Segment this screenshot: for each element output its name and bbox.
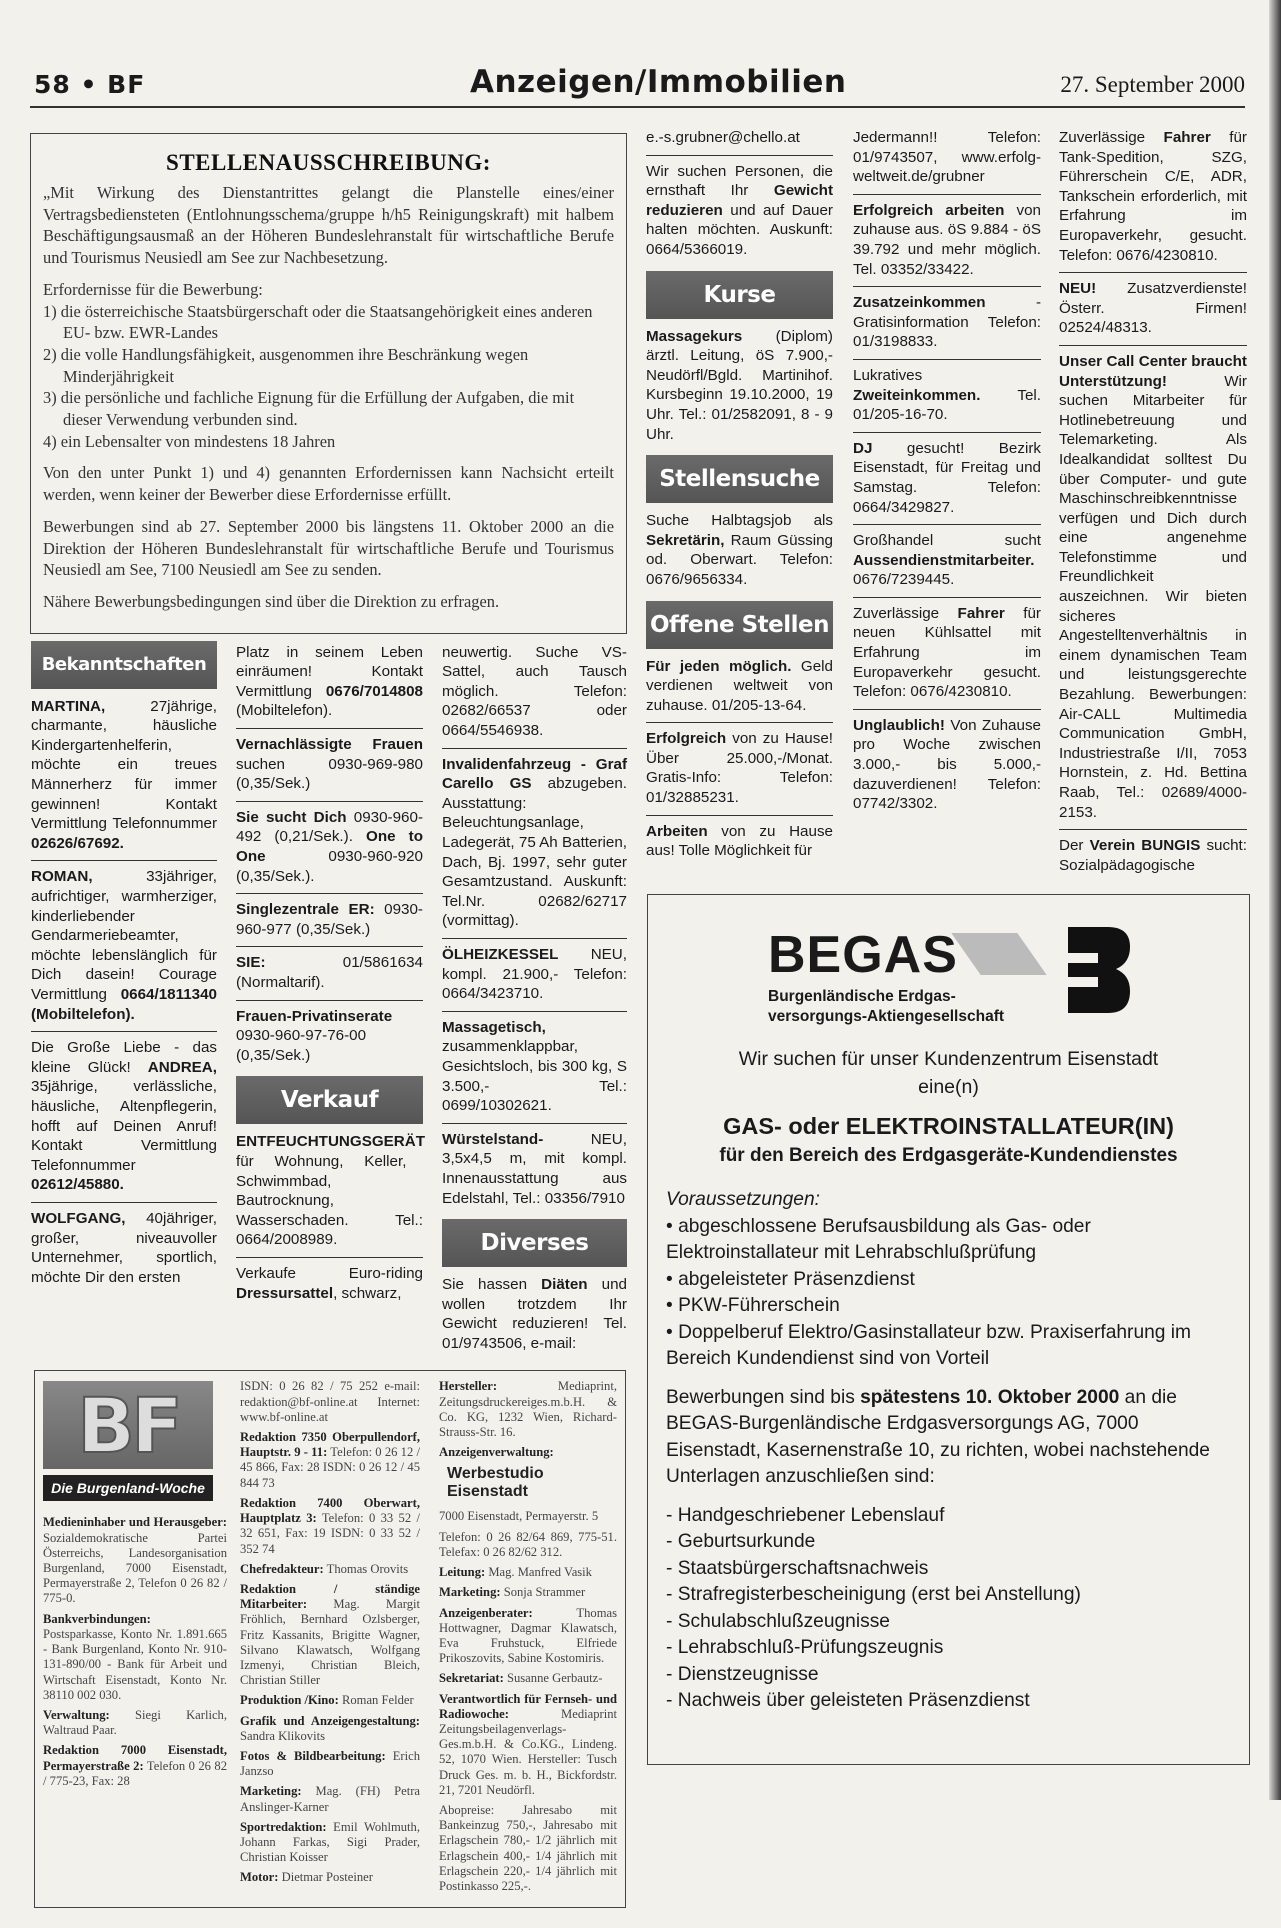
imprint-text: Sozialdemokratische Partei Österreichs, Landesorganisation Burgenland, 7000 Eisenstadt, Permayerstraße 2, Telefon 0 26 82 / 775-0. (43, 1530, 227, 1606)
classified-ad (1059, 122, 1247, 273)
ad-text-bold: Für jeden möglich. (646, 657, 792, 675)
ad-text-bold: Frauen-Privatinserate (236, 1007, 393, 1025)
imprint-box (34, 1370, 626, 1908)
classified-ad (646, 321, 833, 452)
begas-intro-line: Wir suchen für unser Kundenzentrum Eisenstadt (738, 1048, 1159, 1071)
ad-text: von zu Hause! Über 25.000,-/Monat. Gratis-Info: Telefon: 01/32885231. (646, 730, 833, 807)
ad-text: für Tank-Spedition, SZG, Führerschein C/E, ADR, Tankschein erforderlich, mit Erfahrung im Europaverkehr, gesucht. Telefon: 0676/4230810. (1059, 129, 1247, 264)
classified-ad (1059, 346, 1247, 830)
classified-row (30, 637, 627, 1361)
imprint-text: Sandra Klikovits (240, 1728, 326, 1743)
bf-logo-subtitle: Die Burgenland-Woche (43, 1475, 213, 1501)
imprint-label: Produktion /Kino: (240, 1693, 339, 1708)
classified-ad (236, 729, 423, 802)
ad-text: Verkaufe Euro-riding (236, 1264, 423, 1282)
imprint-text: Mediaprint Zeitungsbeilagenverlags-Ges.m.b.H. & Co.KG., Lindeng. 52, 1070 Wien. Hersteller: Tusch Druck Ges. m. b. H., Bickfordstr. 21, 7201 Neudörfl. (439, 1706, 617, 1797)
imprint-label: Redaktion 7350 Oberpullendorf, Hauptstr. 9 - 11: (240, 1430, 420, 1460)
imprint-text: Thomas Orovits (323, 1561, 409, 1576)
imprint-text: ISDN: 0 26 82 / 75 252 e-mail: redaktion@bf-online.at Internet: www.bf-online.at (240, 1379, 420, 1424)
begas-subtitle (768, 987, 1004, 1027)
ad-text: NEU, kompl. 21.900,- Telefon: 0664/3423710. (442, 945, 627, 1003)
imprint-entry (240, 1714, 420, 1744)
classified-ad (442, 1124, 627, 1215)
classified-ad (31, 1032, 217, 1203)
ad-text-bold: Fahrer (957, 604, 1005, 622)
ad-text-bold: Arbeiten (646, 822, 708, 840)
classified-column (646, 122, 833, 868)
ad-text-bold: Singlezentrale ER: (236, 901, 375, 919)
page-number: 58 • BF (34, 70, 146, 99)
ad-text: Großhandel sucht (853, 532, 1041, 550)
ad-text: für neuen Kühlsattel mit Erfahrung im Europaverkehr gesucht. Telefon: 0676/4230810. (853, 604, 1041, 701)
job-posting-box (30, 133, 627, 634)
classified-ad (442, 939, 627, 1012)
ad-text: 0676/7239445. (853, 571, 955, 589)
begas-requirements (666, 1214, 1231, 1373)
header-divider (30, 106, 1245, 108)
classified-ad (853, 360, 1041, 433)
imprint-entry (439, 1445, 617, 1460)
imprint-text: Abopreise: Jahresabo mit Bankeinzug 750,-, Jahresabo mit Erlagschein 780,- 1/2 jährlich mit Erlagschein 400,- 1/4 jährlich mit Erlagschein 220,- 1/4 jährlich mit Postinkasso 225,-. (439, 1802, 617, 1893)
classified-ad (853, 287, 1041, 360)
imprint-label: Redaktion 7400 Oberwart, Hauptplatz 3: (240, 1495, 420, 1526)
imprint-entry (439, 1530, 617, 1560)
requirement: 1) die österreichische Staatsbürgerschaft oder die Staatsangehörigkeit eines anderen EU- bzw. EWR-Landes (43, 301, 593, 343)
requirement: 2) die volle Handlungsfähigkeit, ausgenommen ihre Beschränkung wegen Minderjährigkeit (43, 344, 529, 386)
ad-text-bold: Verein BUNGIS (1089, 837, 1201, 855)
ad-text: 0930-960-492 (0,21/Sek.). (236, 808, 423, 846)
ad-text-bold: 02612/45880. (31, 1176, 124, 1194)
begas-document: - Nachweis über geleisteten Präsenzdienst (666, 1690, 1030, 1712)
classified-column (1059, 122, 1247, 882)
begas-logo-stripe (951, 933, 1046, 975)
begas-b-mark-icon (1068, 927, 1130, 1013)
left-area (30, 133, 627, 1928)
classified-ad (236, 1126, 423, 1258)
begas-position-subtitle: für den Bereich des Erdgasgeräte-Kundendienstes (719, 1145, 1178, 1167)
imprint-label: Anzeigenverwaltung: (439, 1445, 554, 1460)
classified-ad (853, 122, 1041, 195)
ad-text-bold: Massagetisch, (442, 1018, 546, 1036)
imprint-entry (240, 1693, 420, 1708)
imprint-label: Sportredaktion: (240, 1819, 327, 1834)
begas-header (648, 895, 1249, 1045)
imprint-entry (43, 1743, 227, 1789)
imprint-entry (439, 1803, 617, 1894)
classified-ad (646, 816, 833, 868)
classified-column (236, 637, 423, 1310)
classified-ad (646, 723, 833, 815)
classified-ad (236, 947, 423, 1000)
ad-text: 0930-960-977 (0,35/Sek.) (236, 901, 423, 938)
section-heading: Stellensuche (646, 455, 833, 503)
ad-text: Geld verdienen weltweit von zuhause. 01/205-13-64. (646, 657, 833, 714)
begas-document: - Schulabschlußzeugnisse (666, 1610, 890, 1632)
requirements-title: Erfordernisse für die Bewerbung: (43, 279, 263, 299)
imprint-label: Hersteller: (439, 1379, 498, 1394)
ad-text: e.-s.grubner@chello.at (646, 129, 800, 146)
classified-ad (853, 710, 1041, 821)
section-heading: Bekanntschaften (31, 641, 217, 689)
ad-text: Suche Halbtagsjob als (646, 512, 833, 530)
imprint-label: Verwaltung: (43, 1707, 110, 1722)
ad-text: Zuverlässige (853, 604, 958, 622)
begas-document: - Strafregisterbescheinigung (erst bei Anstellung) (666, 1584, 1081, 1606)
imprint-text: Telefon 0 26 82 / 775-23, Fax: 28 (43, 1758, 227, 1788)
job-application: Bewerbungen sind ab 27. September 2000 bis längstens 11. Oktober 2000 an die Direktion der Höheren Bundeslehranstalt für wirtschaftliche Berufe und Tourismus Neusiedl am See, 7100 Neusiedl am See zu senden. (43, 516, 614, 580)
begas-position-title: GAS- oder ELEKTROINSTALLATEUR(IN) (723, 1113, 1174, 1140)
section-heading: Kurse (646, 271, 833, 319)
ad-text-bold: MARTINA, (31, 697, 106, 715)
begas-job-ad (647, 894, 1250, 1765)
imprint-text: Postsparkasse, Konto Nr. 1.891.665 - Bank Burgenland, Konto Nr. 910-131-890/00 - Bank für Arbeit und Wirtschaft Eisenstadt, Konto Nr. 38110 002 030. (43, 1626, 227, 1702)
ad-text-bold: Diäten (541, 1276, 588, 1294)
imprint-text: Dietmar Posteiner (278, 1870, 373, 1885)
imprint-label: Bankverbindungen: (43, 1611, 151, 1626)
ad-text: 33jähriger, aufrichtiger, warmherziger, kinderliebender Gendarmeriebeamter, möchte lebenslänglich für Dich dasein! Courage Vermittlung (31, 868, 217, 1003)
ad-text: und auf Dauer halten möchten. Auskunft: 0664/5366019. (646, 201, 833, 258)
begas-document: - Handgeschriebener Lebenslauf (666, 1504, 945, 1526)
imprint-entry (439, 1692, 617, 1798)
classified-ad (1059, 830, 1247, 882)
imprint-entry (43, 1515, 227, 1606)
imprint-entry (240, 1749, 420, 1779)
ad-text: von zu Hause aus! Tolle Möglichkeit für (646, 822, 833, 860)
ad-text: 27jährige, charmante, häusliche Kindergartenhelferin, möchte ein treues Männerherz für immer gewinnen! Kontakt Vermittlung Telefonnummer (31, 697, 217, 833)
classified-ad (442, 637, 627, 749)
imprint-column (240, 1379, 420, 1890)
begas-document: - Staatsbürgerschaftsnachweis (666, 1557, 929, 1579)
imprint-entry (439, 1379, 617, 1440)
ad-text-bold: Gewicht reduzieren (646, 182, 833, 219)
section-heading: Offene Stellen (646, 601, 833, 649)
classified-ad (853, 598, 1041, 710)
begas-document: - Geburtsurkunde (666, 1531, 816, 1553)
imprint-text: Mag. (FH) Petra Anslinger-Karner (240, 1784, 420, 1814)
ad-text: Raum Güssing od. Oberwart. Telefon: 0676/9656334. (646, 531, 833, 588)
classified-ad (853, 525, 1041, 598)
imprint-label: Marketing: (240, 1784, 302, 1799)
job-contact: Nähere Bewerbungsbedingungen sind über die Direktion zu erfragen. (43, 591, 500, 611)
begas-documents (666, 1503, 1231, 1715)
begas-requirement: • Doppelberuf Elektro/Gasinstallateur bzw. Praxiserfahrung im Bereich Kundendienst sind von Vorteil (666, 1321, 1192, 1370)
begas-logo: BEGAS (768, 926, 958, 985)
imprint-text: Telefon: 0 26 82/64 869, 775-51. Telefax: 0 26 82/62 312. (439, 1529, 617, 1559)
classified-row (646, 122, 1250, 882)
imprint-text: Mediaprint, Zeitungsdruckereiges.m.b.H. & Co. KG, 1232 Wien, Richard-Strauss-Str. 16. (439, 1379, 617, 1440)
imprint-entry (240, 1562, 420, 1577)
imprint-entry (240, 1870, 420, 1885)
ad-text: Der (1059, 837, 1090, 855)
begas-requirements-title: Voraussetzungen: (666, 1189, 820, 1211)
imprint-text: Mag. Manfred Vasik (485, 1565, 592, 1580)
section-heading: Verkauf (236, 1076, 423, 1124)
ad-text: 0930-960-920 (0,35/Sek.). (236, 848, 423, 885)
ad-text: Lukratives (853, 366, 923, 384)
imprint-label: Sekretariat: (439, 1671, 504, 1686)
ad-text-bold: Massagekurs (646, 327, 743, 345)
imprint-label: Redaktion 7000 Eisenstadt, Permayerstraße 2: (43, 1743, 227, 1773)
ad-text: 01/5861634 (Normaltarif). (236, 954, 423, 991)
ad-text-bold: Zweiteinkommen. (853, 386, 981, 404)
imprint-label: Motor: (240, 1870, 279, 1885)
ad-text-bold: Unser Call Center braucht Unterstützung! (1059, 352, 1247, 390)
imprint-text: Mag. Margit Fröhlich, Bernhard Ozlsberger, Fritz Kassanits, Brigitte Wagner, Silvano Klawatsch, Wolfgang Izmenyi, Christian Bleich, Christian Stiller (240, 1597, 420, 1688)
job-posting-title: STELLENAUSSCHREIBUNG: (166, 150, 491, 175)
ad-text-bold: Sekretärin, (646, 531, 725, 549)
imprint-label: Medieninhaber und Herausgeber: (43, 1515, 227, 1530)
imprint-entry (240, 1430, 420, 1491)
ad-text-bold: NEU! (1059, 280, 1097, 298)
ad-text: Von Zuhause pro Woche zwischen 3.000,- bis 5.000,- dazuverdienen! Telefon: 07742/3302. (853, 716, 1041, 813)
imprint-agency: Werbestudio Eisenstadt (447, 1465, 544, 1501)
scan-edge-shadow (1269, 0, 1281, 1800)
ad-text: und wollen trotzdem Ihr Gewicht reduzieren! Tel. 01/9743506, e-mail: (442, 1276, 627, 1352)
classified-column (442, 637, 627, 1361)
classified-ad (646, 156, 833, 267)
ad-text-bold: 02626/67692. (31, 834, 124, 852)
imprint-entry (240, 1820, 420, 1866)
imprint-entry (439, 1671, 617, 1686)
begas-intro-line: eine(n) (918, 1076, 979, 1099)
ad-text-bold: Aussendienstmitarbeiter. (853, 551, 1035, 569)
imprint-entry (240, 1582, 420, 1688)
ad-text-bold: Vernachlässigte Frauen (236, 736, 423, 754)
imprint-label: Grafik und Anzeigengestaltung: (240, 1713, 420, 1728)
ad-text-bold: One to One (236, 828, 423, 865)
ad-text: von zuhause aus. öS 9.884 - öS 39.792 und mehr möglich. Tel. 03352/33422. (853, 201, 1041, 278)
ad-text: zusammenklappbar, Gesichtsloch, bis 300 kg, S 3.500,- Tel.: 0699/10302621. (442, 1038, 627, 1115)
ad-text-bold: 0676/7014808 (325, 682, 423, 700)
imprint-entry (43, 1708, 227, 1738)
ad-text: neuwertig. Suche VS-Sattel, auch Tausch möglich. Telefon: 02682/66537 oder 0664/5546938. (442, 643, 627, 740)
imprint-label: Verantwortlich für Fernseh- und Radiowoche: (439, 1691, 617, 1721)
imprint-label: Anzeigenberater: (439, 1605, 533, 1620)
ad-text-bold: Fahrer (1163, 129, 1211, 146)
imprint-label: Marketing: (439, 1585, 501, 1600)
requirements-list (43, 301, 614, 453)
ad-text-bold: 0664/1811340 (Mobiltelefon). (31, 985, 217, 1023)
classified-ad (31, 691, 217, 862)
imprint-column (439, 1379, 617, 1899)
ad-text-bold: Erfolgreich arbeiten (853, 201, 1005, 219)
ad-text: 0930-960-97-76-00 (0,35/Sek.) (236, 1027, 367, 1064)
ad-text-bold: Unglaublich! (853, 716, 945, 734)
classified-ad (236, 637, 423, 729)
begas-subtitle-line: Burgenländische Erdgas- (768, 988, 956, 1006)
ad-text: (Mobiltelefon). (236, 702, 333, 720)
imprint-text: Emil Wohlmuth, Johann Farkas, Sigi Prader, Christian Koisser (240, 1819, 420, 1865)
ad-text: Zuverlässige (1059, 129, 1164, 146)
ad-text: Zusatzverdienste! Österr. Firmen! 02524/48313. (1059, 280, 1247, 337)
ad-text: Wir suchen Personen, die ernsthaft Ihr (646, 162, 833, 200)
issue-date: 27. September 2000 (1060, 72, 1245, 97)
begas-document: - Lehrabschluß-Prüfungszeugnis (666, 1637, 944, 1659)
ad-text-bold: Invalidenfahrzeug - Graf Carello GS (442, 755, 627, 793)
classified-column (853, 122, 1041, 821)
classified-ad (442, 1012, 627, 1124)
job-intro: „Mit Wirkung des Dienstantrittes gelangt die Planstelle eines/einer Vertragsbediensteten (Entlohnungsschema/gruppe h/h5 Reinigungskraft) mit halbem Beschäftigungsausmaß an der Höheren Bundeslehranstalt für wirtschaftliche Berufe und Tourismus Neusiedl am See zur Nachbesetzung. (43, 183, 614, 268)
classified-ad (1059, 273, 1247, 346)
requirement: 3) die persönliche und fachliche Eignung für die Erfüllung der Aufgaben, die mit dieser Verwendung verbunden sind. (43, 388, 575, 430)
classified-ad (646, 122, 833, 156)
begas-requirement: • PKW-Führerschein (666, 1295, 840, 1317)
imprint-label: Fotos & Bildbearbeitung: (240, 1748, 386, 1763)
classified-column (31, 637, 217, 1295)
begas-requirement: • abgeschlossene Berufsausbildung als Gas- oder Elektroinstallateur mit Lehrabschlußprüfung (666, 1215, 1091, 1264)
ad-text: Sie hassen (442, 1276, 542, 1294)
ad-text: NEU, 3,5x4,5 m, mit kompl. Innenausstattung aus Edelstahl, Tel.: 03356/7910 (442, 1130, 627, 1207)
classified-ad (442, 749, 627, 939)
begas-document: - Dienstzeugnisse (666, 1663, 819, 1685)
ad-text-bold: WOLFGANG, (31, 1209, 126, 1227)
ad-text: 40jähriger, großer, niveauvoller Unternehmer, sportlich, möchte Dir den ersten (31, 1209, 217, 1286)
requirement: 4) ein Lebensalter von mindestens 18 Jahren (43, 431, 336, 451)
ad-text: Wir suchen Mitarbeiter für Hotlinebetreuung und Telemarketing. Als Idealkandidat solltest Du über Computer- und gute Maschinschreibkenntnisse verfügen und Dich durch eine angenehme Telefonstimme und Freundlichkeit auszeichnen. Wir bieten sicheres Angestelltenverhältnis in einem dynamischen Team und leistungsgerechte Bezahlung. Bewerbungen: Air-CALL Multimedia Communication GmbH, Industriestraße I/II, 7053 Hornstein, z. Hd. Bettina Raab, Tel.: 02689/4000-2153. (1059, 372, 1247, 821)
right-area (646, 122, 1250, 1785)
ad-text: Platz in seinem Leben einräumen! Kontakt Vermittlung (236, 643, 423, 700)
ad-text: Tel. 01/205-16-70. (853, 386, 1041, 424)
imprint-text: Siegi Karlich, Waltraud Paar. (43, 1707, 227, 1738)
imprint-entry (439, 1509, 617, 1524)
imprint-text: Telefon: 0 33 52 / 32 651, Fax: 19 ISDN: 0 33 52 / 352 74 (240, 1511, 420, 1556)
imprint-label: Redaktion / ständige Mitarbeiter: (240, 1581, 420, 1612)
ad-text-bold: DJ (853, 439, 873, 457)
ad-text: (Diplom) ärztl. Leitung, öS 7.900,- Neudörfl/Bgld. Martinihof. Kursbeginn 19.10.2000, 19 Uhr. Tel.: 01/2582091, 8 - 9 Uhr. (646, 327, 833, 443)
ad-text: , schwarz, (333, 1284, 402, 1302)
imprint-label: Chefredakteur: (240, 1561, 324, 1576)
imprint-text: Susanne Gerbautz- (503, 1671, 603, 1686)
begas-intro (648, 1045, 1249, 1101)
classified-ad (31, 1203, 217, 1294)
ad-text-bold: Sie sucht Dich (236, 808, 347, 826)
imprint-column (35, 1501, 227, 1788)
ad-text-bold: ROMAN, (31, 868, 93, 886)
ad-text: 35jährige, verlässliche, häusliche, Altenpflegerin, hofft auf Deinen Anruf! Kontakt Vermittlung Telefonnummer (31, 1078, 217, 1174)
classified-ad (31, 861, 217, 1032)
ad-text-bold: ENTFEUCHTUNGSGERÄT (236, 1133, 425, 1151)
section-title: Anzeigen/Immobilien (470, 64, 847, 100)
begas-application-info: Bewerbungen sind bis spätestens 10. Oktober 2000 an die BEGAS-Burgenländische Erdgasversorgungs AG, 7000 Eisenstadt, Kasernenstraße 10, zu richten, wobei nachstehende Unterlagen anzuschließen sind: (666, 1386, 1210, 1488)
imprint-entry (439, 1606, 617, 1667)
imprint-label: Leitung: (439, 1565, 486, 1580)
imprint-entry (240, 1496, 420, 1557)
ad-text-bold: Dressursattel (236, 1284, 334, 1302)
classified-ad (853, 433, 1041, 525)
section-heading: Diverses (442, 1219, 627, 1267)
ad-text: Die Große Liebe - das kleine Glück! (31, 1039, 217, 1076)
imprint-text: 7000 Eisenstadt, Permayerstr. 5 (439, 1509, 599, 1524)
imprint-text: Roman Felder (338, 1693, 414, 1708)
imprint-entry (439, 1585, 617, 1600)
ad-text: - Gratisinformation Telefon: 01/3198833. (853, 294, 1041, 351)
ad-text: gesucht! Bezirk Eisenstadt, für Freitag und Samstag. Telefon: 0664/3429827. (853, 439, 1041, 516)
imprint-text: Sonja Strammer (500, 1585, 586, 1600)
classified-ad (646, 505, 833, 596)
ad-text-bold: SIE: (236, 954, 266, 972)
imprint-entry (43, 1612, 227, 1703)
begas-subtitle-line: versorgungs-Aktiengesellschaft (768, 1008, 1005, 1026)
ad-text: für Wohnung, Keller, Schwimmbad, Bautrocknung, Wasserschaden. Tel.: 0664/2008989. (236, 1152, 423, 1249)
classified-ad (646, 651, 833, 724)
ad-text: Jedermann!! Telefon: 01/9743507, www.erfolg-weltweit.de/grubner (853, 129, 1041, 186)
imprint-text: Erich Janzso (240, 1748, 421, 1779)
classified-ad (853, 195, 1041, 287)
imprint-entry (240, 1379, 420, 1425)
classified-ad (442, 1269, 627, 1360)
imprint-text: Telefon: 0 26 12 / 45 866, Fax: 28 ISDN: 0 26 12 / 45 844 73 (240, 1445, 421, 1490)
imprint-text: Thomas Hottwagner, Dagmar Klawatsch, Eva Fruhstuck, Elfriede Prikoszovits, Sabine Kostomiris. (439, 1605, 617, 1666)
imprint-entry (439, 1565, 617, 1580)
ad-text: abzugeben. Ausstattung: Beleuchtungsanlage, Ladegerät, 75 Ah Batterien, Dach, Bj. 1997, sehr guter Gesamtzustand. Auskunft: Tel.Nr. 02682/62717 (vormittag). (442, 775, 628, 930)
ad-text-bold: ANDREA, (147, 1058, 217, 1076)
classified-ad (236, 1001, 423, 1073)
ad-text: suchen 0930-969-980 (0,35/Sek.) (236, 755, 423, 793)
ad-text-bold: Zusatzeinkommen (853, 294, 986, 312)
begas-requirement: • abgeleisteter Präsenzdienst (666, 1268, 915, 1290)
classified-ad (236, 894, 423, 947)
ad-text-bold: Erfolgreich (646, 730, 727, 748)
classified-ad (236, 1258, 423, 1310)
job-exemption: Von den unter Punkt 1) und 4) genannten Erfordernissen kann Nachsicht erteilt werden, wenn keiner der Bewerber diese Erfordernisse erfüllt. (43, 463, 614, 505)
ad-text: sucht: Sozialpädagogische (1059, 837, 1247, 874)
ad-text-bold: Würstelstand- (442, 1130, 544, 1148)
ad-text-bold: ÖLHEIZKESSEL (442, 945, 559, 963)
bf-logo: BF (43, 1381, 213, 1469)
classified-ad (236, 802, 423, 894)
